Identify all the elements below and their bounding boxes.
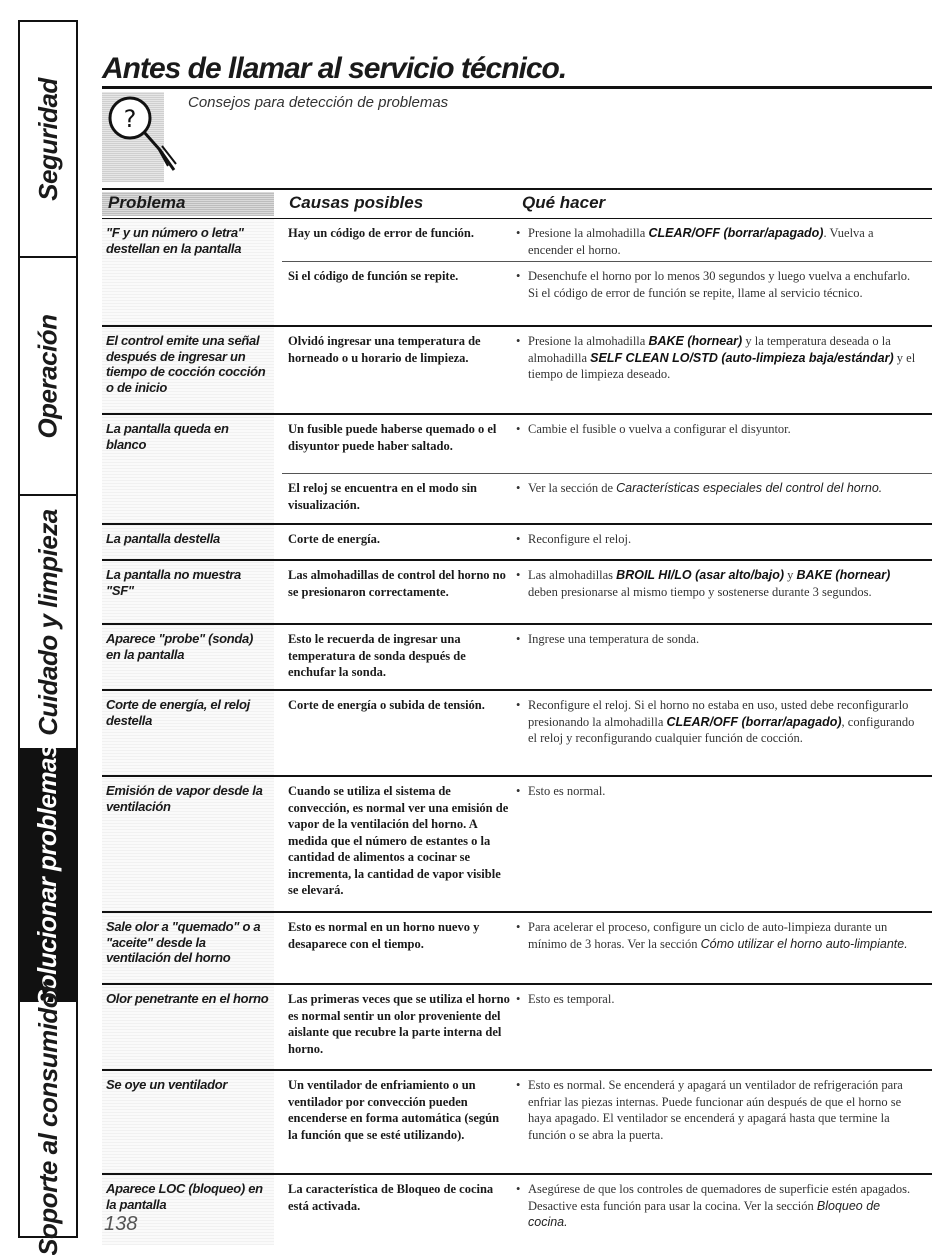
cause-text: Cuando se utiliza el sistema de convección, es normal ver una emisión de vapor de la ventilación del horno. A medida que el número de estantes o la cantidad de alimentos a cocinar se incrementa, la cantidad de vapor visible se elevará. xyxy=(288,784,509,897)
fix-segment: , configurando el reloj y reconfigurando cualquier función de cocción. xyxy=(528,714,915,745)
cause-text: Esto es normal en un horno nuevo y desaparece con el tiempo. xyxy=(288,920,480,951)
cause-text: Corte de energía. xyxy=(288,532,380,546)
bullet-icon: • xyxy=(516,1182,521,1196)
tab-label: Soporte al consumidor xyxy=(32,982,63,1255)
cause-fix-pair xyxy=(282,219,932,261)
problem-text: El control emite una señal después de ingresar un tiempo de cocción cocción o de inicio xyxy=(106,333,266,395)
table-row xyxy=(102,559,932,623)
fix-segment: y xyxy=(784,568,797,582)
table-row xyxy=(102,1173,932,1245)
cause-fix-pair xyxy=(282,1175,932,1245)
cause-fix-pair xyxy=(282,473,932,524)
bullet-icon: • xyxy=(516,481,521,495)
fix-text xyxy=(516,783,916,800)
fix-text xyxy=(516,333,916,383)
cause-text: El reloj se encuentra en el modo sin visualización. xyxy=(288,481,477,512)
tab-label: Seguridad xyxy=(32,77,63,201)
cause-text: La característica de Bloqueo de cocina está activada. xyxy=(288,1182,494,1213)
fix-text xyxy=(516,567,916,600)
control-name: BAKE (hornear) xyxy=(648,334,743,348)
fix-segment: Asegúrese de que los controles de quemadores de superficie estén apagados. Desactive esta función para usar la cocina. Ver la sección xyxy=(528,1182,911,1213)
cause-fix-pair xyxy=(282,415,932,473)
bullet-icon: • xyxy=(516,422,521,436)
table-row xyxy=(102,523,932,559)
header-causes: Causas posibles xyxy=(289,193,424,212)
control-name: CLEAR/OFF (borrar/apagado) xyxy=(648,226,824,240)
header-fix: Qué hacer xyxy=(522,193,606,212)
problem-cell xyxy=(102,219,274,325)
fix-text xyxy=(516,531,916,548)
page-subtitle: Consejos para detección de problemas xyxy=(188,94,449,111)
fix-text xyxy=(516,631,916,648)
table-row xyxy=(102,325,932,413)
problem-text: Emisión de vapor desde la ventilación xyxy=(106,783,263,814)
fix-text xyxy=(516,225,916,258)
cause-text: Esto le recuerda de ingresar una temperatura de sonda después de enchufar la sonda. xyxy=(288,632,466,679)
problem-cell xyxy=(102,327,274,413)
problem-text: Olor penetrante en el horno xyxy=(106,991,269,1006)
fix-segment: Desenchufe el horno por lo menos 30 segundos y luego vuelva a enchufarlo. Si el código de error de función se repite, llame al servicio técnico. xyxy=(528,269,911,300)
cause-text: Hay un código de error de función. xyxy=(288,226,475,240)
fix-segment: Ver la sección de xyxy=(528,481,617,495)
tab-cuidado-y-limpieza[interactable] xyxy=(20,496,76,750)
problem-cell xyxy=(102,913,274,983)
header-divider xyxy=(102,188,932,190)
fix-segment: Esto es normal. Se encenderá y apagará un ventilador de refrigeración para enfriar las piezas internas. Puede funcionar aún después de que el horno se haya apagado. El ventilador se encenderá y apagará hasta que termine la función o se abra la puerta. xyxy=(528,1078,903,1142)
bullet-icon: • xyxy=(516,784,521,798)
problem-cell xyxy=(102,1071,274,1173)
control-name: BROIL HI/LO (asar alto/bajo) xyxy=(616,568,785,582)
control-name: SELF CLEAN LO/STD (auto-limpieza baja/estándar) xyxy=(590,350,894,365)
table-row xyxy=(102,911,932,983)
table-row xyxy=(102,983,932,1069)
fix-text xyxy=(516,268,916,301)
cause-text: Las almohadillas de control del horno no se presionaron correctamente. xyxy=(288,568,506,599)
fix-segment: deben presionarse al mismo tiempo y sostenerse durante 3 segundos. xyxy=(528,584,872,599)
cause-text: Las primeras veces que se utiliza el horno es normal sentir un olor proveniente del aislante que recubre la parte interna del horno. xyxy=(288,992,510,1056)
page-title: Antes de llamar al servicio técnico. xyxy=(102,52,567,85)
problem-cell xyxy=(102,625,274,689)
problem-text: Aparece "probe" (sonda) en la pantalla xyxy=(106,631,254,662)
fix-text xyxy=(516,919,916,952)
problem-text: "F y un número o letra" destellan en la pantalla xyxy=(106,225,244,256)
page-number: 138 xyxy=(104,1213,138,1235)
fix-text xyxy=(516,1077,916,1143)
bullet-icon: • xyxy=(516,698,521,712)
section-sidebar xyxy=(18,20,78,1255)
cause-fix-pair xyxy=(282,985,932,1069)
fix-text xyxy=(516,697,916,747)
table-row xyxy=(102,218,932,325)
cause-text: Olvidó ingresar una temperatura de horneado o u horario de limpieza. xyxy=(288,334,481,365)
cause-text: Un fusible puede haberse quemado o el disyuntor puede haber saltado. xyxy=(288,422,497,453)
problem-text: La pantalla queda en blanco xyxy=(106,421,229,452)
fix-segment: Las almohadillas xyxy=(528,568,617,582)
problem-cell xyxy=(102,777,274,911)
fix-text xyxy=(516,991,916,1008)
svg-text:?: ? xyxy=(123,105,137,133)
section-reference: Cómo utilizar el horno auto-limpiante. xyxy=(700,936,908,951)
fix-segment: Reconfigure el reloj. xyxy=(528,532,632,546)
fix-segment: Presione la almohadilla xyxy=(528,334,649,348)
fix-segment: Para acelerar el proceso, configure un ciclo de auto-limpieza durante un mínimo de 3 horas. Ver la sección xyxy=(528,920,888,951)
fix-segment: y la temperatura deseada o la almohadilla xyxy=(528,334,891,365)
table-row xyxy=(102,623,932,689)
cause-text: Corte de energía o subida de tensión. xyxy=(288,698,485,712)
cause-text: Si el código de función se repite. xyxy=(288,269,459,283)
problem-text: Corte de energía, el reloj destella xyxy=(106,697,250,728)
problem-text: La pantalla no muestra "SF" xyxy=(106,567,241,598)
title-divider xyxy=(102,86,932,89)
tab-label: Solucionar problemas xyxy=(32,743,63,1007)
fix-text xyxy=(516,480,916,497)
bullet-icon: • xyxy=(516,532,521,546)
tab-label: Cuidado y limpieza xyxy=(32,508,63,736)
problem-cell xyxy=(102,525,274,559)
problem-cell xyxy=(102,985,274,1069)
tab-solucionar-problemas[interactable] xyxy=(20,743,76,1007)
tab-label: Operación xyxy=(32,313,63,439)
bullet-icon: • xyxy=(516,568,521,582)
question-magnifier-icon xyxy=(102,92,164,182)
fix-segment: Cambie el fusible o vuelva a configurar el disyuntor. xyxy=(528,422,791,436)
problem-text: Aparece LOC (bloqueo) en la pantalla xyxy=(106,1181,263,1212)
fix-segment: Esto es normal. xyxy=(528,784,606,798)
table-row xyxy=(102,689,932,775)
control-name: BAKE (hornear) xyxy=(796,568,891,582)
cause-text: Un ventilador de enfriamiento o un ventilador por convección pueden encenderse en forma automática (según la función que se esté utilizando). xyxy=(288,1078,500,1142)
table-row xyxy=(102,775,932,911)
problem-text: La pantalla destella xyxy=(106,531,220,546)
cause-fix-pair xyxy=(282,1071,932,1173)
cause-fix-pair xyxy=(282,625,932,689)
fix-segment: Presione la almohadilla xyxy=(528,226,649,240)
bullet-icon: • xyxy=(516,632,521,646)
bullet-icon: • xyxy=(516,992,521,1006)
problem-cell xyxy=(102,415,274,523)
fix-segment: Ingrese una temperatura de sonda. xyxy=(528,632,700,646)
fix-segment: . Vuelva a encender el horno. xyxy=(528,226,874,257)
tab-soporte-al-consumidor[interactable] xyxy=(20,982,76,1255)
fix-segment: Esto es temporal. xyxy=(528,992,615,1006)
bullet-icon: • xyxy=(516,920,521,934)
problem-cell xyxy=(102,691,274,775)
fix-text xyxy=(516,1181,916,1231)
cause-fix-pair xyxy=(282,525,932,559)
fix-segment: y el tiempo de limpieza deseado. xyxy=(528,350,916,381)
cause-fix-pair xyxy=(282,327,932,413)
cause-fix-pair xyxy=(282,261,932,326)
table-row xyxy=(102,413,932,523)
bullet-icon: • xyxy=(516,334,521,348)
cause-fix-pair xyxy=(282,913,932,983)
troubleshooting-table xyxy=(102,218,932,1245)
header-problem: Problema xyxy=(108,193,186,212)
cause-fix-pair xyxy=(282,777,932,911)
fix-text xyxy=(516,421,916,438)
fix-segment: Reconfigure el reloj. Si el horno no estaba en uso, usted debe reconfigurarlo presionando la almohadilla xyxy=(528,698,909,729)
section-reference: Características especiales del control del horno. xyxy=(616,481,883,495)
section-reference: Bloqueo de cocina. xyxy=(528,1198,881,1229)
tab-operacion[interactable] xyxy=(20,258,76,496)
problem-text: Sale olor a "quemado" o a "aceite" desde la ventilación del horno xyxy=(106,919,261,965)
bullet-icon: • xyxy=(516,226,521,240)
problem-text: Se oye un ventilador xyxy=(106,1077,228,1092)
bullet-icon: • xyxy=(516,1078,521,1092)
cause-fix-pair xyxy=(282,691,932,775)
control-name: CLEAR/OFF (borrar/apagado) xyxy=(666,714,842,729)
tab-seguridad[interactable] xyxy=(20,22,76,258)
table-row xyxy=(102,1069,932,1173)
bullet-icon: • xyxy=(516,269,521,283)
cause-fix-pair xyxy=(282,561,932,623)
problem-cell xyxy=(102,561,274,623)
